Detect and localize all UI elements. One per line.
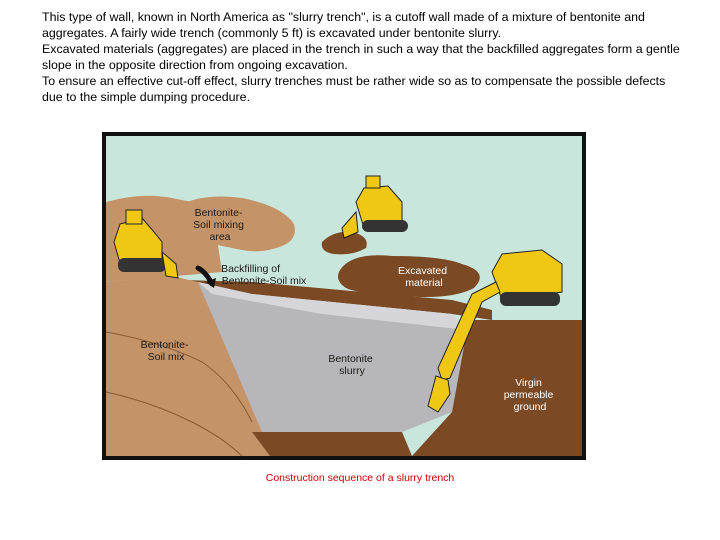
paragraph-2: Excavated materials (aggregates) are placed in the trench in such a way that the backfilled aggregates form a gentle slope in the opposite direction from ongoing excavation. xyxy=(42,42,680,72)
slurry-trench-diagram xyxy=(102,132,586,460)
paragraph-3: To ensure an effective cut-off effect, slurry trenches must be rather wide so as to compensate the possible defects due to the simple dumping procedure. xyxy=(42,74,666,104)
paragraph-1: This type of wall, known in North America as "slurry trench", is a cutoff wall made of a mixture of bentonite and aggregates. A fairly wide trench (commonly 5 ft) is excavated under bentonite slurry. xyxy=(42,10,645,40)
body-text xyxy=(42,9,682,105)
label-backfilling: Backfilling of Bentonite-Soil mix xyxy=(221,263,307,287)
trench-bottom xyxy=(252,432,412,456)
label-mixing-area: Bentonite- Soil mixing area xyxy=(193,207,244,243)
figure-caption: Construction sequence of a slurry trench xyxy=(265,472,455,484)
label-excavated-material: Excavated material xyxy=(398,265,448,289)
label-virgin-ground: Virgin permeable ground xyxy=(503,377,554,413)
label-bentonite-soil-mix: Bentonite- Soil mix xyxy=(140,339,189,363)
label-bentonite-slurry: Bentonite slurry xyxy=(328,353,373,377)
